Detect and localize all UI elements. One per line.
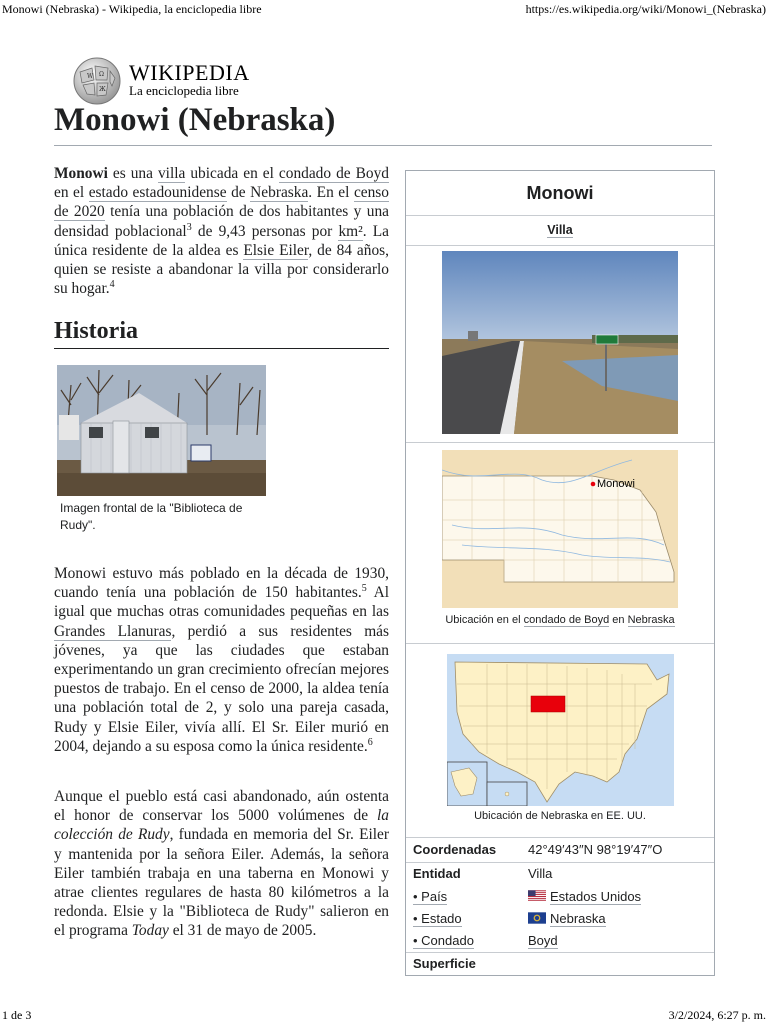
text-span: . La única residente de la aldea es — [54, 222, 389, 259]
row-value[interactable] — [528, 930, 558, 952]
link-villa[interactable]: villa — [157, 165, 186, 182]
row-value — [528, 886, 641, 908]
text-span: • Estado — [413, 911, 462, 926]
italic-collection: la colección de Rudy — [54, 807, 389, 844]
svg-text:Ж: Ж — [99, 86, 106, 93]
link-condado-de-boyd[interactable]: condado de Boyd — [278, 165, 389, 182]
monowi-map-label: Monowi — [597, 478, 635, 490]
svg-text:Ω: Ω — [99, 71, 104, 78]
print-url: https://es.wikipedia.org/wiki/Monowi_(Nebraska) — [525, 2, 766, 16]
logo-wordmark: WIKIPEDIA — [129, 60, 250, 85]
link-condado-boyd-caption[interactable]: condado de Boyd — [523, 614, 610, 626]
link-elsie-eiler[interactable]: Elsie Eiler — [243, 241, 309, 259]
row-key: Entidad — [413, 866, 461, 881]
history-paragraph-1 — [54, 564, 389, 756]
text-span: el 31 de mayo de 2005. — [168, 922, 317, 940]
infobox-type — [406, 215, 714, 246]
text-span: es una — [107, 165, 158, 182]
print-datetime: 3/2/2024, 6:27 p. m. — [668, 1008, 766, 1022]
nebraska-county-map[interactable] — [442, 450, 678, 608]
text-span: Al igual que muchas otras comunidades pequeñas en las — [54, 584, 389, 621]
row-value: Villa — [528, 866, 553, 881]
road-photo[interactable] — [442, 251, 678, 434]
history-paragraph-2 — [54, 787, 389, 941]
text-span: en — [609, 614, 628, 626]
us-flag-icon — [528, 890, 546, 902]
row-superficie — [413, 953, 713, 975]
link-estados-unidos[interactable]: Estados Unidos — [550, 889, 642, 904]
text-span: • País — [413, 889, 448, 904]
text-span: Monowi estuvo más poblado en la década de 1930, cuando tenía una población de 150 habitantes. — [54, 565, 389, 602]
text-span: tenía una población de dos habitantes y una densidad poblacional — [54, 203, 390, 240]
link-estado-estadounidense[interactable]: estado estadounidense — [88, 184, 227, 202]
text-span: ubicada en el — [185, 165, 279, 182]
text-span: de 9,43 personas por — [191, 222, 339, 240]
link-km2[interactable]: km² — [338, 222, 363, 240]
infobox-us-map-section — [406, 644, 714, 838]
row-pais — [413, 886, 713, 908]
reference-5[interactable]: 5 — [361, 583, 367, 595]
svg-text:W: W — [87, 73, 94, 80]
link-nebraska-caption[interactable]: Nebraska — [627, 614, 675, 626]
row-key: Superficie — [413, 956, 476, 971]
infobox — [405, 170, 715, 976]
page-title: Monowi (Nebraska) — [54, 102, 712, 146]
link-nebraska-row[interactable]: Nebraska — [550, 911, 606, 926]
text-span: en el — [54, 184, 89, 202]
library-photo-caption: Imagen frontal de la "Biblioteca de Rudy". — [60, 501, 243, 532]
text-span: Aunque el pueblo está casi abandonado, aún ostenta el honor de conservar los 5000 volúmenes de — [54, 788, 389, 825]
infobox-photo-section — [406, 246, 714, 443]
link-censo-2020[interactable]: censo de 2020 — [54, 184, 389, 221]
row-entidad — [413, 863, 713, 885]
row-key: Coordenadas — [413, 842, 497, 857]
italic-today: Today — [131, 922, 169, 940]
reference-6[interactable]: 6 — [367, 736, 373, 748]
row-key-condado[interactable] — [413, 930, 474, 952]
reference-3[interactable]: 3 — [186, 221, 192, 233]
coordinates-value[interactable]: 42°49′43″N 98°19′47″O — [528, 842, 663, 857]
intro-paragraph — [54, 164, 389, 298]
link-nebraska[interactable]: Nebraska — [250, 184, 309, 202]
text-span: . En el — [308, 184, 354, 202]
puzzle-globe-icon — [72, 56, 122, 106]
row-key-pais[interactable] — [413, 886, 447, 908]
reference-4[interactable]: 4 — [109, 279, 115, 291]
print-page-indicator: 1 de 3 — [2, 1008, 32, 1022]
row-estado — [413, 908, 713, 930]
nebraska-flag-icon — [528, 912, 546, 924]
text-span: Ubicación en el — [445, 614, 524, 626]
row-condado — [413, 930, 713, 952]
wikipedia-logo[interactable] — [72, 56, 252, 108]
library-photo[interactable] — [57, 365, 266, 496]
text-span: , fundada en memoria del Sr. Eiler y mantenida por la señora Eiler. Además, la señora Eiler también trabaja en una taberna en Monowi y atrae clientes regulares de hasta 80 kilómetros a la redonda. Elsie y la "Biblioteca de Rudy" salieron en el programa — [54, 826, 389, 940]
row-value — [528, 908, 606, 930]
text-span: • Condado — [413, 933, 474, 948]
print-page-title: Monowi (Nebraska) - Wikipedia, la enciclopedia libre — [2, 2, 262, 16]
us-location-map[interactable] — [447, 654, 674, 806]
row-coordenadas — [413, 839, 713, 861]
infobox-county-map-section — [406, 443, 714, 644]
text-span: , de 84 años, quien se resiste a abandonar la villa por considerarlo su hogar. — [54, 241, 389, 298]
logo-tagline: La enciclopedia libre — [129, 83, 239, 98]
county-map-caption — [406, 614, 714, 626]
link-grandes-llanuras[interactable]: Grandes Llanuras — [54, 622, 172, 640]
infobox-title: Monowi — [406, 171, 714, 216]
text-span: de — [226, 184, 251, 202]
link-boyd[interactable]: Boyd — [528, 933, 558, 948]
us-map-caption: Ubicación de Nebraska en EE. UU. — [474, 810, 646, 822]
link-villa-type[interactable]: Villa — [547, 223, 573, 237]
history-heading: Historia — [54, 318, 389, 349]
intro-bold-term: Monowi — [54, 165, 108, 182]
row-key-estado[interactable] — [413, 908, 462, 930]
text-span: , perdió a sus residentes más jóvenes, ya que las ciudades que estaban experimentando un gran crecimiento ofrecían mejores puestos de trabajo. En el censo de 2000, la aldea tenía una población total de 2, y solo una pareja casada, Rudy y Elsie Eiler, vivía allí. El Sr. Eiler murió en 2004, dejando a su esposa como la única residente. — [54, 622, 389, 755]
